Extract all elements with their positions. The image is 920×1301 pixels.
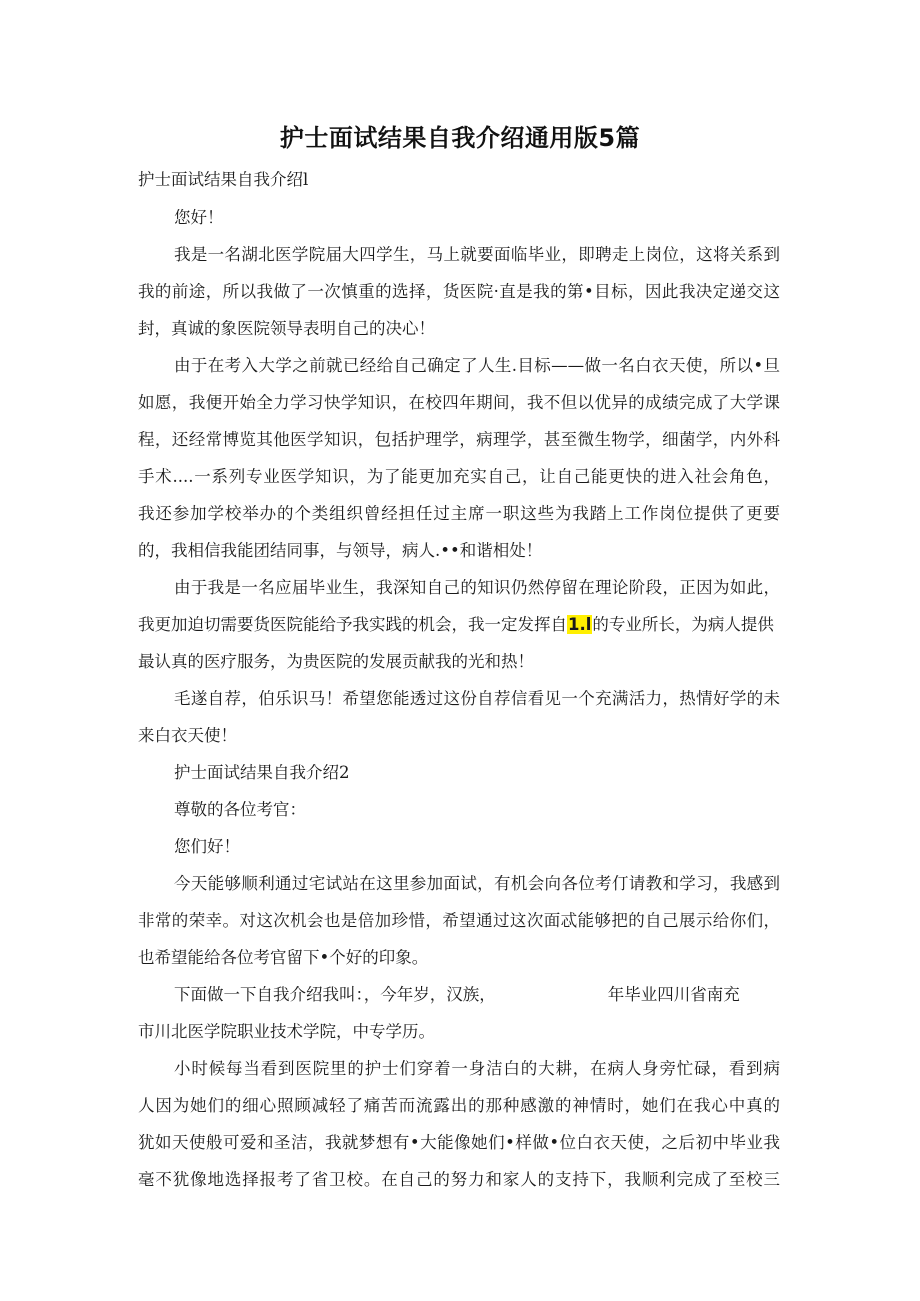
paragraph-line: 最认真的医疗服务，为贵医院的发展贡献我的光和热！: [138, 652, 534, 671]
paragraph-line: 我还参加学校举办的个类组织曾经担任过主席一职这些为我踏上工作岗位提供了更要: [138, 504, 780, 523]
section-1-greeting: 您好！: [174, 208, 224, 227]
text-segment: 的专业所长，为病人提供: [592, 615, 774, 634]
paragraph-line: 我是一名湖北医学院届大四学生，马上就要面临毕业，即聘走上岗位，这将关系到: [174, 245, 780, 264]
paragraph-line: 来白衣天使！: [138, 726, 237, 745]
paragraph-line: [174, 981, 740, 1005]
highlighted-text: 1.l: [568, 615, 592, 634]
text-segment: 我更加迫切需要货医院能给予我实践的机会，我一定发挥自: [138, 615, 567, 634]
paragraph-line: 今天能够顺利通过宅试站在这里参加面试，有机会向各位考仃请教和学习，我感到: [174, 874, 780, 893]
document-title: 护士面试结果自我介绍通用版5篇: [279, 124, 641, 152]
text-segment: 下面做一下自我介绍我叫：，今年岁，汉族，: [174, 985, 496, 1004]
paragraph-line: 毛遂自荐，伯乐识马！希望您能透过这份自荐信看见一个充满活力，热情好学的未: [174, 689, 780, 708]
paragraph-line: 犹如天使般可爱和圣洁，我就梦想有•大能像她们•样做•位白衣天使，之后初中毕业我: [138, 1133, 780, 1152]
paragraph-line: 由于在考入大学之前就已经给自己确定了人生.目标——做一名白衣天使，所以•旦: [174, 356, 780, 375]
paragraph-line: 程，还经常博览其他医学知识，包括护理学，病理学，甚至微生物学，细菌学，内外科: [138, 430, 780, 449]
section-2-heading: 护士面试结果自我介绍2: [174, 763, 350, 782]
paragraph-line: 的，我相信我能团结同事，与领导，病人.••和谐相处！: [138, 541, 543, 560]
paragraph-line: 小时候每当看到医院里的护士们穿着一身洁白的大耕，在病人身旁忙碌，看到病: [174, 1059, 780, 1078]
paragraph-line: 我的前途，所以我做了一次慎重的选择，货医院·直是我的第•目标，因此我决定递交这: [138, 282, 780, 301]
paragraph-line-highlighted: [138, 611, 774, 635]
paragraph-line: 市川北医学院职业技术学院，中专学历。: [138, 1022, 435, 1041]
paragraph-line: 人因为她们的细心照顾减轻了痛苦而流露出的那种感激的神情时，她们在我心中真的: [138, 1096, 780, 1115]
text-segment: 年毕业四川省南充: [607, 985, 740, 1004]
section-1-heading: 护士面试结果自我介绍l: [138, 170, 309, 189]
paragraph-line: 毫不犹像地选择报考了省卫校。在自己的努力和家人的支持下，我顺利完成了至校三: [138, 1170, 780, 1189]
paragraph-line: 也希望能给各位考官留下•个好的印象。: [138, 948, 429, 967]
section-2-greeting: 您们好！: [174, 837, 240, 856]
paragraph-line: 由于我是一名应届毕业生，我深知自己的知识仍然停留在理论阶段，正因为如此，: [174, 578, 780, 597]
paragraph-line: 手术....一系列专业医学知识，为了能更加充实自己，让自己能更快的进入社会角色，: [138, 467, 780, 486]
paragraph-line: 封，真诚的象医院领导表明自己的决心！: [138, 319, 435, 338]
paragraph-line: 如愿，我便开始全力学习快学知识，在校四年期间，我不但以优异的成绩完成了大学课: [138, 393, 780, 412]
section-2-salutation: 尊敬的各位考官：: [174, 800, 306, 819]
paragraph-line: 非常的荣幸。对这次机会也是倍加珍惜，希望通过这次面忒能够把的自己展示给你们，: [138, 911, 780, 930]
